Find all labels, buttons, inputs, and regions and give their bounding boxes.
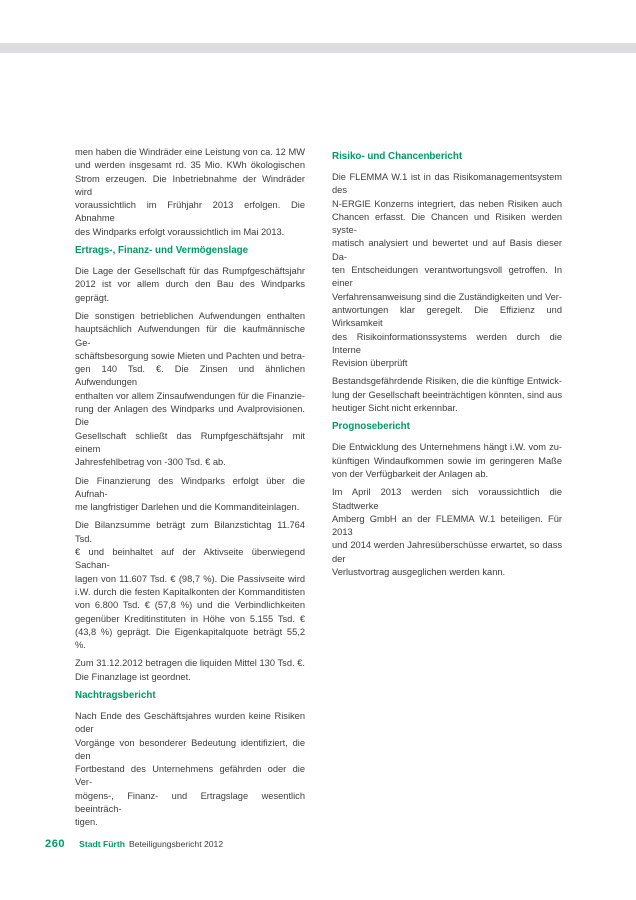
text-line: künftigen Windaufkommen sowie im geringeren Maße xyxy=(332,455,562,466)
text-line: € und beinhaltet auf der Aktivseite überwiegend Sachan- xyxy=(75,547,305,571)
text-line: Die Finanzierung des Windparks erfolgt über die Aufnah- xyxy=(75,475,305,499)
body-paragraph xyxy=(75,475,305,515)
text-line: Die sonstigen betrieblichen Aufwendungen enthalten xyxy=(75,310,305,321)
text-line: Revision überprüft xyxy=(332,358,408,369)
footer-publisher: Stadt Fürth xyxy=(79,839,125,849)
text-line: 2012 ist vor allem durch den Bau des Windparks geprägt. xyxy=(75,279,305,303)
body-paragraph xyxy=(75,310,305,470)
text-line: lagen von 11.607 Tsd. € (98,7 %). Die Passivseite wird xyxy=(75,573,305,584)
text-line: gegenüber Kreditinstituten in Höhe von 5.155 Tsd. € xyxy=(75,613,305,624)
text-line: und 2014 werden Jahresüberschüsse erwartet, so dass der xyxy=(332,540,562,564)
body-paragraph xyxy=(332,171,562,370)
text-line: Die Finanzlage ist geordnet. xyxy=(75,671,191,682)
section-heading: Nachtragsbericht xyxy=(75,689,156,701)
section-heading: Prognosebericht xyxy=(332,421,410,433)
text-line: Im April 2013 werden sich voraussichtlich die Stadtwerke xyxy=(332,487,562,511)
body-paragraph xyxy=(332,375,562,415)
text-line: Zum 31.12.2012 betragen die liquiden Mittel 130 Tsd. €. xyxy=(75,658,305,669)
text-line: Die Entwicklung des Unternehmens hängt i.W. vom zu- xyxy=(332,442,562,453)
body-paragraph xyxy=(75,146,305,239)
header-band xyxy=(0,43,636,53)
body-paragraph xyxy=(75,265,305,305)
text-line: antwortungen klar geregelt. Die Effizienz und Wirksamkeit xyxy=(332,304,562,329)
page-number: 260 xyxy=(45,838,66,850)
text-line: Strom erzeugen. Die Inbetriebnahme der Windräder wird xyxy=(75,173,305,197)
text-line: enthalten vor allem Zinsaufwendungen für die Finanzie- xyxy=(75,390,305,401)
text-line: schäftsbesorgung sowie Mieten und Pachten und betra- xyxy=(75,350,305,361)
text-line: Die Lage der Gesellschaft für das Rumpfgeschäftsjahr xyxy=(75,266,305,277)
body-paragraph xyxy=(332,486,562,579)
text-line: tigen. xyxy=(75,817,98,828)
text-line: Die Bilanzsumme beträgt zum Bilanzstichtag 11.764 Tsd. xyxy=(75,520,305,544)
section-heading: Ertrags-, Finanz- und Vermögenslage xyxy=(75,245,249,257)
text-line: mögens-, Finanz- und Ertragslage wesentlich beeinträch- xyxy=(75,790,305,815)
text-line: matisch analysiert und bewertet und auf Basis dieser Da- xyxy=(332,238,562,262)
text-line: Amberg GmbH an der FLEMMA W.1 beteiligen. Für 2013 xyxy=(332,513,562,538)
body-paragraph xyxy=(332,441,562,481)
text-line: voraussichtlich im Frühjahr 2013 erfolgen. Die Abnahme xyxy=(75,200,305,224)
text-line: men haben die Windräder eine Leistung von ca. 12 MW xyxy=(75,147,305,157)
text-line: Gesellschaft schließt das Rumpfgeschäftsjahr mit einem xyxy=(75,430,305,454)
text-line: N-ERGIE Konzerns integriert, das neben Risiken auch xyxy=(332,198,562,209)
text-line: von 6.800 Tsd. € (57,8 %) und die Verbindlichkeiten xyxy=(75,600,305,611)
left-column xyxy=(75,146,305,835)
text-line: Nach Ende des Geschäftsjahres wurden keine Risiken oder xyxy=(75,710,305,735)
text-line: rung der Anlagen des Windparks und Avalprovisionen. Die xyxy=(75,404,305,428)
body-paragraph xyxy=(75,519,305,652)
text-line: gen 140 Tsd. €. Die Zinsen und ähnlichen Aufwendungen xyxy=(75,364,305,388)
text-line: von der Verfügbarkeit der Anlagen ab. xyxy=(332,468,489,479)
text-line: Die FLEMMA W.1 ist in das Risikomanagementsystem des xyxy=(332,172,562,196)
right-column xyxy=(332,146,562,584)
text-line: des Windparks erfolgt voraussichtlich im Mai 2013. xyxy=(75,226,285,237)
text-line: Verlustvortrag ausgeglichen werden kann. xyxy=(332,567,506,578)
page-footer xyxy=(45,838,223,850)
text-line: hauptsächlich Aufwendungen für die kaufmännische Ge- xyxy=(75,324,305,348)
text-line: Vorgänge von besonderer Bedeutung identifiziert, die den xyxy=(75,737,305,761)
body-paragraph xyxy=(75,710,305,830)
section-heading: Risiko- und Chancenbericht xyxy=(332,151,463,162)
footer-report-title: Beteiligungsbericht 2012 xyxy=(128,839,224,849)
text-line: Chancen erfasst. Die Chancen und Risiken werden syste- xyxy=(332,211,562,236)
text-line: Verfahrensanweisung sind die Zuständigkeiten und Ver- xyxy=(332,291,562,302)
text-line: (43,8 %) geprägt. Die Eigenkapitalquote beträgt 55,2 %. xyxy=(75,626,305,651)
text-line: Bestandsgefährdende Risiken, die die künftige Entwick- xyxy=(332,376,562,387)
text-line: ten Entscheidungen verantwortungsvoll getroffen. In einer xyxy=(332,265,562,289)
body-paragraph xyxy=(75,657,305,684)
text-line: Fortbestand des Unternehmens gefährden oder die Ver- xyxy=(75,764,305,788)
text-line: me langfristiger Darlehen und die Kommanditeinlagen. xyxy=(75,502,300,513)
text-line: des Risikoinformationssystems werden durch die Interne xyxy=(332,331,562,355)
text-line: i.W. durch die festen Kapitalkonten der Kommanditisten xyxy=(75,586,305,597)
text-line: lung der Gesellschaft beeinträchtigen könnten, sind aus xyxy=(332,389,562,400)
text-line: heutiger Sicht nicht erkennbar. xyxy=(332,403,458,414)
text-line: und werden insgesamt rd. 35 Mio. KWh ökologischen xyxy=(75,160,305,171)
text-line: Jahresfehlbetrag von -300 Tsd. € ab. xyxy=(75,457,226,468)
